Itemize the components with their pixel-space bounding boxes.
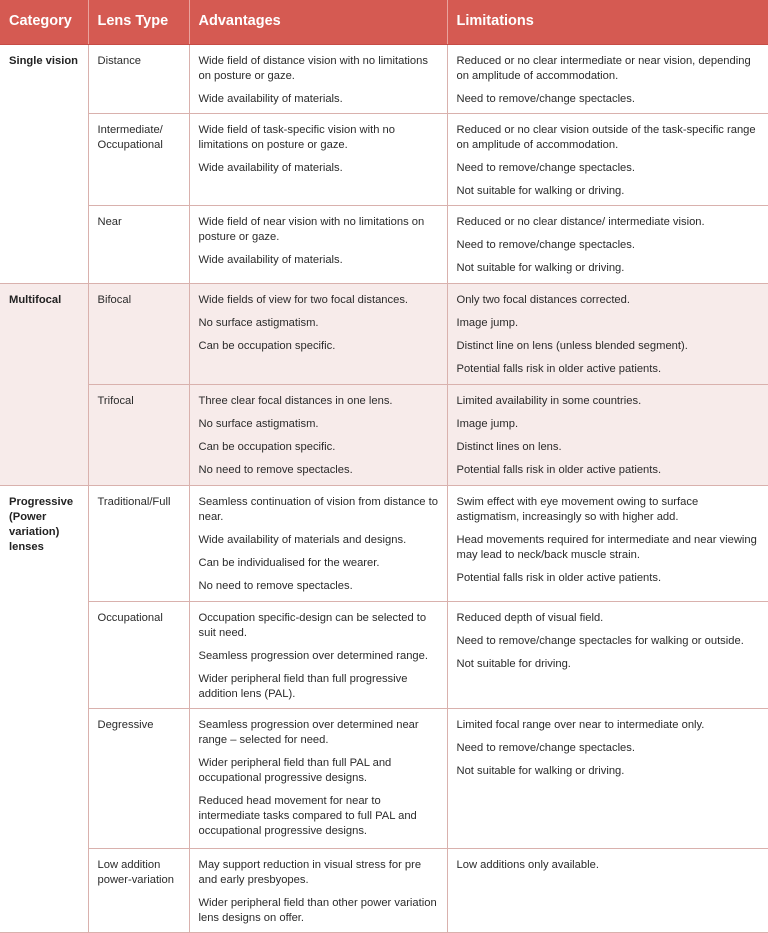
limitations-cell bbox=[447, 848, 768, 932]
limitation-item: Not suitable for walking or driving. bbox=[456, 261, 625, 274]
advantage-item: Wide field of near vision with no limitations on posture or gaze. bbox=[198, 215, 425, 243]
table-row bbox=[0, 205, 768, 283]
limitation-item: Limited availability in some countries. bbox=[456, 394, 642, 407]
header-advantages: Advantages bbox=[189, 0, 447, 44]
advantage-item: May support reduction in visual stress for pre and early presbyopes. bbox=[198, 858, 422, 886]
table-row bbox=[0, 283, 768, 384]
advantage-item: Seamless progression over determined near range – selected for need. bbox=[198, 718, 419, 746]
advantage-item: Wide availability of materials and designs. bbox=[198, 533, 407, 546]
advantages-cell bbox=[189, 44, 447, 113]
limitation-item: Limited focal range over near to intermediate only. bbox=[456, 718, 705, 731]
lens-type-cell: Trifocal bbox=[88, 384, 189, 485]
limitations-cell bbox=[447, 485, 768, 601]
advantage-item: Wider peripheral field than other power variation lens designs on offer. bbox=[198, 896, 437, 924]
limitations-cell bbox=[447, 283, 768, 384]
header-lens-type: Lens Type bbox=[88, 0, 189, 44]
limitation-item: Image jump. bbox=[456, 316, 519, 329]
header-limitations: Limitations bbox=[447, 0, 768, 44]
limitation-item: Need to remove/change spectacles. bbox=[456, 92, 635, 105]
advantage-item: Can be occupation specific. bbox=[198, 339, 336, 352]
table-row bbox=[0, 113, 768, 205]
advantage-item: Wider peripheral field than full progressive addition lens (PAL). bbox=[198, 672, 408, 700]
table-row bbox=[0, 485, 768, 601]
advantages-cell bbox=[189, 708, 447, 848]
table-body bbox=[0, 44, 768, 932]
advantage-item: Wide availability of materials. bbox=[198, 253, 343, 266]
advantages-cell bbox=[189, 601, 447, 708]
advantage-item: Three clear focal distances in one lens. bbox=[198, 394, 393, 407]
category-cell-multifocal: Multifocal bbox=[0, 283, 88, 485]
limitation-item: Not suitable for walking or driving. bbox=[456, 184, 625, 197]
limitation-item: Reduced or no clear distance/ intermediate vision. bbox=[456, 215, 705, 228]
limitation-item: Potential falls risk in older active patients. bbox=[456, 571, 662, 584]
advantages-cell bbox=[189, 283, 447, 384]
limitation-item: Reduced depth of visual field. bbox=[456, 611, 604, 624]
advantage-item: Seamless continuation of vision from distance to near. bbox=[198, 495, 438, 523]
lens-type-cell: Distance bbox=[88, 44, 189, 113]
advantage-item: No surface astigmatism. bbox=[198, 417, 319, 430]
lens-type-cell: Bifocal bbox=[88, 283, 189, 384]
advantage-item: Reduced head movement for near to intermediate tasks compared to full PAL and occupational progressive designs. bbox=[198, 794, 417, 837]
limitation-item: Swim effect with eye movement owing to surface astigmatism, increasingly so with higher add. bbox=[456, 495, 699, 523]
header-category: Category bbox=[0, 0, 88, 44]
limitation-item: Need to remove/change spectacles. bbox=[456, 161, 635, 174]
lens-type-cell: Intermediate/ Occupational bbox=[88, 113, 189, 205]
limitation-item: Low additions only available. bbox=[456, 858, 599, 871]
limitations-cell bbox=[447, 708, 768, 848]
limitation-item: Potential falls risk in older active patients. bbox=[456, 362, 662, 375]
table-row bbox=[0, 601, 768, 708]
advantage-item: Can be individualised for the wearer. bbox=[198, 556, 380, 569]
limitation-item: Need to remove/change spectacles. bbox=[456, 238, 635, 251]
lens-type-cell: Near bbox=[88, 205, 189, 283]
advantage-item: Wide field of distance vision with no limitations on posture or gaze. bbox=[198, 54, 428, 82]
advantage-item: Wide availability of materials. bbox=[198, 92, 343, 105]
advantages-cell bbox=[189, 384, 447, 485]
advantages-cell bbox=[189, 485, 447, 601]
limitation-item: Image jump. bbox=[456, 417, 519, 430]
advantage-item: No surface astigmatism. bbox=[198, 316, 319, 329]
limitation-item: Potential falls risk in older active patients. bbox=[456, 463, 662, 476]
advantage-item: Wide field of task-specific vision with no limitations on posture or gaze. bbox=[198, 123, 395, 151]
advantage-item: Wide fields of view for two focal distances. bbox=[198, 293, 409, 306]
advantage-item: Seamless progression over determined range. bbox=[198, 649, 428, 662]
limitation-item: Only two focal distances corrected. bbox=[456, 293, 630, 306]
limitation-item: Need to remove/change spectacles for walking or outside. bbox=[456, 634, 744, 647]
advantage-item: No need to remove spectacles. bbox=[198, 579, 353, 592]
limitations-cell bbox=[447, 44, 768, 113]
limitation-item: Distinct line on lens (unless blended segment). bbox=[456, 339, 688, 352]
table-row bbox=[0, 848, 768, 932]
limitation-item: Not suitable for walking or driving. bbox=[456, 764, 625, 777]
limitation-item: Not suitable for driving. bbox=[456, 657, 571, 670]
limitations-cell bbox=[447, 384, 768, 485]
advantage-item: Wide availability of materials. bbox=[198, 161, 343, 174]
advantages-cell bbox=[189, 113, 447, 205]
advantage-item: No need to remove spectacles. bbox=[198, 463, 353, 476]
limitations-cell bbox=[447, 113, 768, 205]
lens-type-cell: Traditional/Full bbox=[88, 485, 189, 601]
limitation-item: Distinct lines on lens. bbox=[456, 440, 562, 453]
limitations-cell bbox=[447, 601, 768, 708]
table-row bbox=[0, 384, 768, 485]
advantage-item: Occupation specific-design can be selected to suit need. bbox=[198, 611, 427, 639]
table-header bbox=[0, 0, 768, 44]
advantage-item: Can be occupation specific. bbox=[198, 440, 336, 453]
advantage-item: Wider peripheral field than full PAL and occupational progressive designs. bbox=[198, 756, 392, 784]
lens-type-cell: Low addition power-variation bbox=[88, 848, 189, 932]
limitation-item: Reduced or no clear vision outside of the task-specific range on amplitude of accommodation. bbox=[456, 123, 756, 151]
category-cell-progressive: Progressive (Power variation) lenses bbox=[0, 485, 88, 932]
table-row bbox=[0, 44, 768, 113]
table-row bbox=[0, 708, 768, 848]
limitations-cell bbox=[447, 205, 768, 283]
limitation-item: Reduced or no clear intermediate or near vision, depending on amplitude of accommodation. bbox=[456, 54, 751, 82]
header-row bbox=[0, 0, 768, 44]
lens-type-cell: Degressive bbox=[88, 708, 189, 848]
limitation-item: Need to remove/change spectacles. bbox=[456, 741, 635, 754]
lens-type-cell: Occupational bbox=[88, 601, 189, 708]
limitation-item: Head movements required for intermediate and near viewing may lead to neck/back muscle strain. bbox=[456, 533, 757, 561]
category-cell-single-vision: Single vision bbox=[0, 44, 88, 283]
advantages-cell bbox=[189, 848, 447, 932]
advantages-cell bbox=[189, 205, 447, 283]
